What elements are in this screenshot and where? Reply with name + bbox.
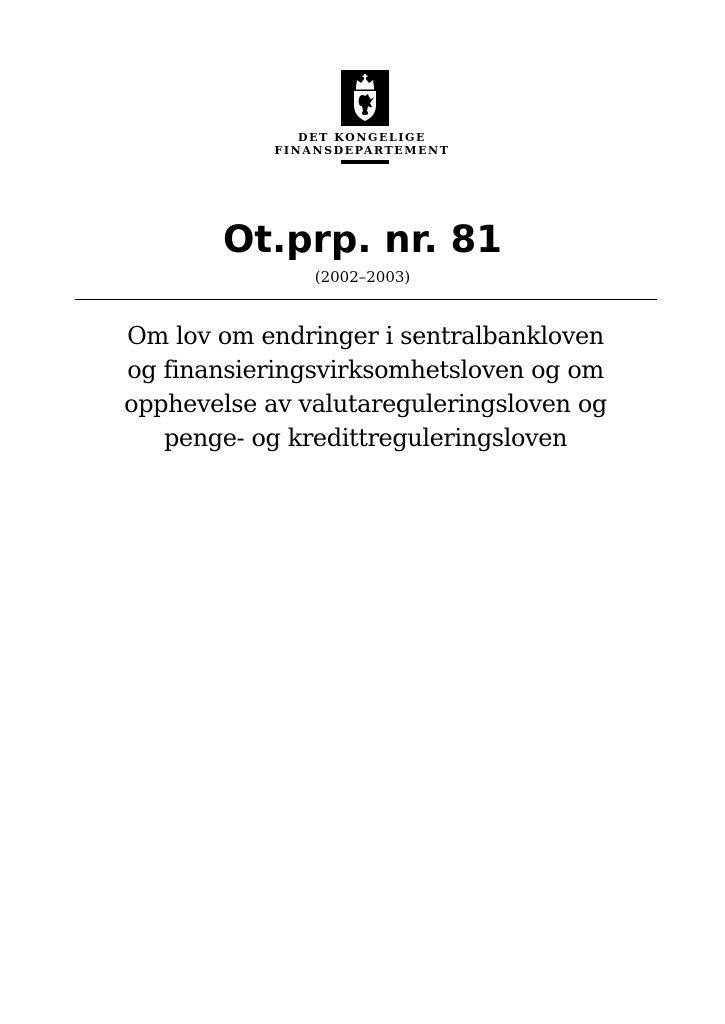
subject-line: opphevelse av valutareguleringsloven og: [124, 390, 607, 418]
document-title: Ot.prp. nr. 81: [222, 218, 503, 261]
document-session: (2002–2003): [314, 268, 411, 286]
document-subject: [68, 319, 663, 455]
coat-of-arms-icon: [341, 70, 389, 126]
ministry-underline-bar: [341, 160, 389, 164]
ministry-name-line: DET KONGELIGE: [297, 131, 427, 144]
subject-line: Om lov om endringer i sentralbankloven: [127, 322, 604, 350]
ministry-name: [262, 131, 462, 157]
horizontal-divider: [75, 299, 657, 300]
subject-line: og finansieringsvirksomhetsloven og om: [127, 356, 604, 384]
subject-line: penge- og kredittreguleringsloven: [163, 424, 568, 452]
ministry-name-line: FINANSDEPARTEMENT: [274, 144, 450, 157]
